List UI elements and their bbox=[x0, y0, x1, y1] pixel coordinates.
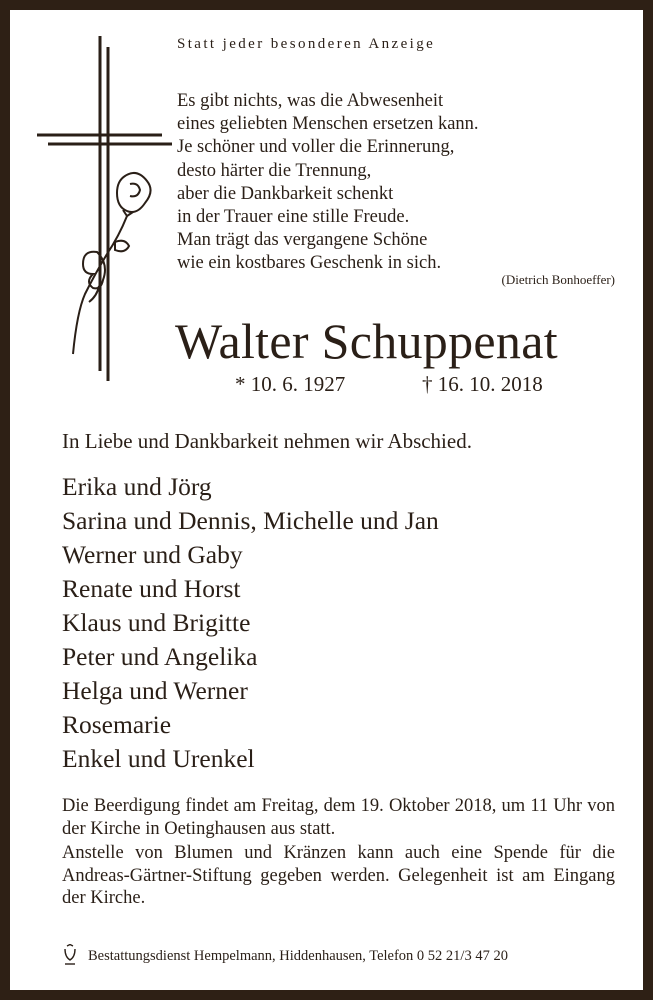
poem-line: wie ein kostbares Geschenk in sich. bbox=[177, 253, 442, 274]
urn-icon bbox=[62, 944, 78, 966]
mourner: Rosemarie bbox=[62, 710, 172, 739]
mourner: Werner und Gaby bbox=[62, 540, 243, 569]
farewell-intro: In Liebe und Dankbarkeit nehmen wir Abschied. bbox=[62, 429, 472, 453]
mourner: Peter und Angelika bbox=[62, 642, 258, 671]
poem-line: Man trägt das vergangene Schöne bbox=[177, 230, 428, 251]
poem-line: aber die Dankbarkeit schenkt bbox=[177, 183, 394, 204]
death-date: † 16. 10. 2018 bbox=[422, 372, 543, 396]
mourner: Helga und Werner bbox=[62, 676, 248, 705]
poem bbox=[177, 90, 479, 276]
mourner: Renate und Horst bbox=[62, 574, 241, 603]
poem-line: Je schöner und voller die Erinnerung, bbox=[177, 137, 455, 158]
cross-with-rose-icon bbox=[25, 36, 175, 396]
poem-line: Es gibt nichts, was die Abwesenheit bbox=[177, 91, 444, 111]
poem-line: eines geliebten Menschen ersetzen kann. bbox=[177, 114, 479, 135]
funeral-home-info: Bestattungsdienst Hempelmann, Hiddenhausen, Telefon 0 52 21/3 47 20 bbox=[88, 948, 508, 964]
notice-heading: Statt jeder besonderen Anzeige bbox=[177, 36, 436, 52]
mourner: Erika und Jörg bbox=[62, 472, 212, 501]
birth-date: * 10. 6. 1927 bbox=[235, 372, 346, 396]
obituary-notice bbox=[10, 10, 643, 990]
deceased-name: Walter Schuppenat bbox=[175, 313, 558, 369]
funeral-details: Die Beerdigung findet am Freitag, dem 19. Oktober 2018, um 11 Uhr von der Kirche in Oetinghausen aus statt. bbox=[62, 796, 615, 839]
poem-line: in der Trauer eine stille Freude. bbox=[177, 207, 410, 228]
poem-line: desto härter die Trennung, bbox=[177, 160, 372, 181]
mourner: Enkel und Urenkel bbox=[62, 744, 255, 773]
poem-attribution: (Dietrich Bonhoeffer) bbox=[501, 272, 615, 287]
mourner: Sarina und Dennis, Michelle und Jan bbox=[62, 506, 439, 535]
donation-note: Anstelle von Blumen und Kränzen kann auch eine Spende für die Andreas-Gärtner-Stiftung gegeben werden. Gelegenheit ist am Eingang der Kirche. bbox=[62, 843, 615, 908]
funeral-info bbox=[62, 795, 615, 912]
mourners-list bbox=[62, 470, 439, 776]
mourner: Klaus und Brigitte bbox=[62, 608, 251, 637]
